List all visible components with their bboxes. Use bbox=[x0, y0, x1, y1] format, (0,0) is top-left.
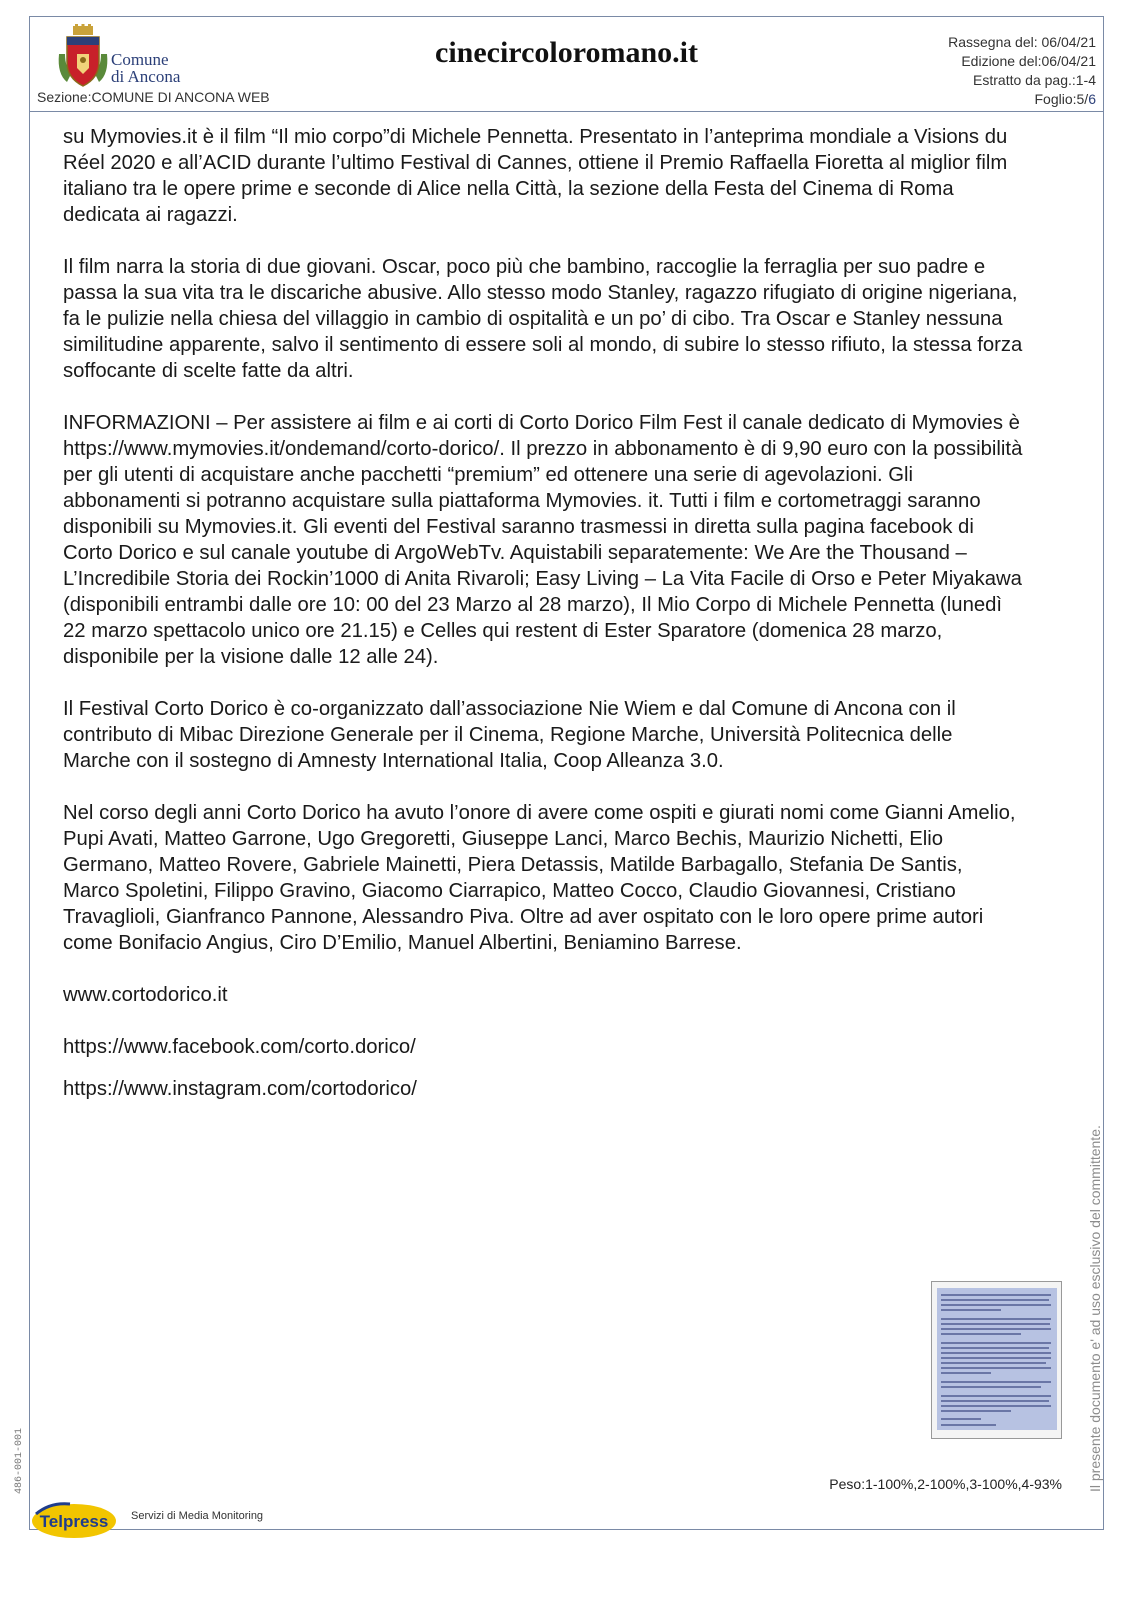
source-title: cinecircoloromano.it bbox=[435, 36, 698, 69]
website-link[interactable]: www.cortodorico.it bbox=[63, 984, 228, 1006]
article-paragraph: INFORMAZIONI – Per assistere ai film e ai corti di Corto Dorico Film Fest il canale dedicato di Mymovies è https://www.mymovies.it/ondemand/corto-dorico/. Il prezzo in abbonamento è di 9,90 euro con la possibilità per gli utenti di acquistare anche pacchetti “premium” ed ottenere una serie di agevolazioni. Gli abbonamenti si potranno acquistare sulla piattaforma Mymovies. it. Tutti i film e cortometraggi saranno disponibili su Mymovies.it. Gli eventi del Festival saranno trasmessi in diretta sulla pagina facebook di Corto Dorico e sul canale youtube di ArgoWebTv. Aquistabili separatemente: We Are the Thousand – L’Incredibile Storia dei Rockin’1000 di Anita Rivaroli; Easy Living – La Vita Facile di Orso e Peter Miyakawa (disponibili entrambi dalle ore 10: 00 del 23 Marzo al 28 marzo), Il Mio Corpo di Michele Pennetta (lunedì 22 marzo spettacolo unico ore 21.15) e Celles qui restent di Ester Sparatore (domenica 28 marzo, disponibile per la visione dalle 12 alle 24). bbox=[63, 412, 1023, 668]
estratto-pages: Estratto da pag.:1-4 bbox=[973, 72, 1096, 88]
weight-info: Peso:1-100%,2-100%,3-100%,4-93% bbox=[829, 1476, 1062, 1492]
article-paragraph: Il film narra la storia di due giovani. Oscar, poco più che bambino, raccoglie la ferraglia per suo padre e passa la sua vita tra le discariche abusive. Allo stesso modo Stanley, ragazzo rifugiato di origine nigeriana, fa le pulizie nella chiesa del villaggio in cambio di ospitalità e un po’ di cibo. Tra Oscar e Stanley nessuna similitudine apparente, salvo il sentimento di essere soli al mondo, di subire lo stesso rifiuto, la stessa forza soffocante di scelte fatte da altri. bbox=[63, 256, 1023, 382]
article-body bbox=[63, 124, 1023, 1128]
rassegna-date: Rassegna del: 06/04/21 bbox=[948, 34, 1096, 50]
page-header bbox=[29, 16, 1104, 112]
section-label: Sezione:COMUNE DI ANCONA WEB bbox=[37, 89, 270, 105]
footer-tagline: Servizi di Media Monitoring bbox=[131, 1510, 264, 1522]
usage-notice: Il presente documento e' ad uso esclusivo del committente. bbox=[1087, 1125, 1103, 1492]
telpress-logo-icon bbox=[30, 1500, 118, 1540]
instagram-link[interactable]: https://www.instagram.com/cortodorico/ bbox=[63, 1078, 417, 1100]
article-paragraph: su Mymovies.it è il film “Il mio corpo”di Michele Pennetta. Presentato in l’anteprima mondiale a Visions du Réel 2020 e all’ACID durante l’ultimo Festival di Cannes, ottiene il Premio Raffaella Fioretta al miglior film italiano tra le opere prime e seconde di Alice nella Città, la sezione della Festa del Cinema di Roma dedicata ai ragazzi. bbox=[63, 126, 1008, 226]
org-name-line2: di Ancona bbox=[111, 67, 181, 86]
article-paragraph: Nel corso degli anni Corto Dorico ha avuto l’onore di avere come ospiti e giurati nomi come Gianni Amelio, Pupi Avati, Matteo Garrone, Ugo Gregoretti, Giuseppe Lanci, Marco Bechis, Maurizio Nichetti, Elio Germano, Matteo Rovere, Gabriele Mainetti, Piera Detassis, Matilde Barbagallo, Stefania De Santis, Marco Spoletini, Filippo Gravino, Giacomo Ciarrapico, Matteo Cocco, Claudio Giovannesi, Cristiano Travaglioli, Gianfranco Pannone, Alessandro Piva. Oltre ad aver ospitato con le loro opere prime autori come Bonifacio Angius, Ciro D’Emilio, Manuel Albertini, Beniamino Barrese. bbox=[63, 802, 1016, 954]
facebook-link[interactable]: https://www.facebook.com/corto.dorico/ bbox=[63, 1036, 416, 1058]
thumbnail-preview bbox=[937, 1288, 1057, 1430]
page-thumbnail bbox=[931, 1281, 1062, 1439]
org-name-line1: Comune bbox=[111, 50, 169, 69]
document-code: 486-001-001 bbox=[14, 1427, 25, 1494]
article-paragraph: Il Festival Corto Dorico è co-organizzato dall’associazione Nie Wiem e dal Comune di Ancona con il contributo di Mibac Direzione Generale per il Cinema, Regione Marche, Università Politecnica delle Marche con il sostegno di Amnesty International Italia, Coop Alleanza 3.0. bbox=[63, 698, 956, 772]
foglio-count: Foglio:5/6 bbox=[1034, 91, 1096, 107]
edition-metadata bbox=[948, 33, 1096, 109]
foglio-total: 6 bbox=[1088, 91, 1096, 107]
edizione-date: Edizione del:06/04/21 bbox=[961, 53, 1096, 69]
telpress-brand-text: Telpress bbox=[39, 1512, 109, 1531]
